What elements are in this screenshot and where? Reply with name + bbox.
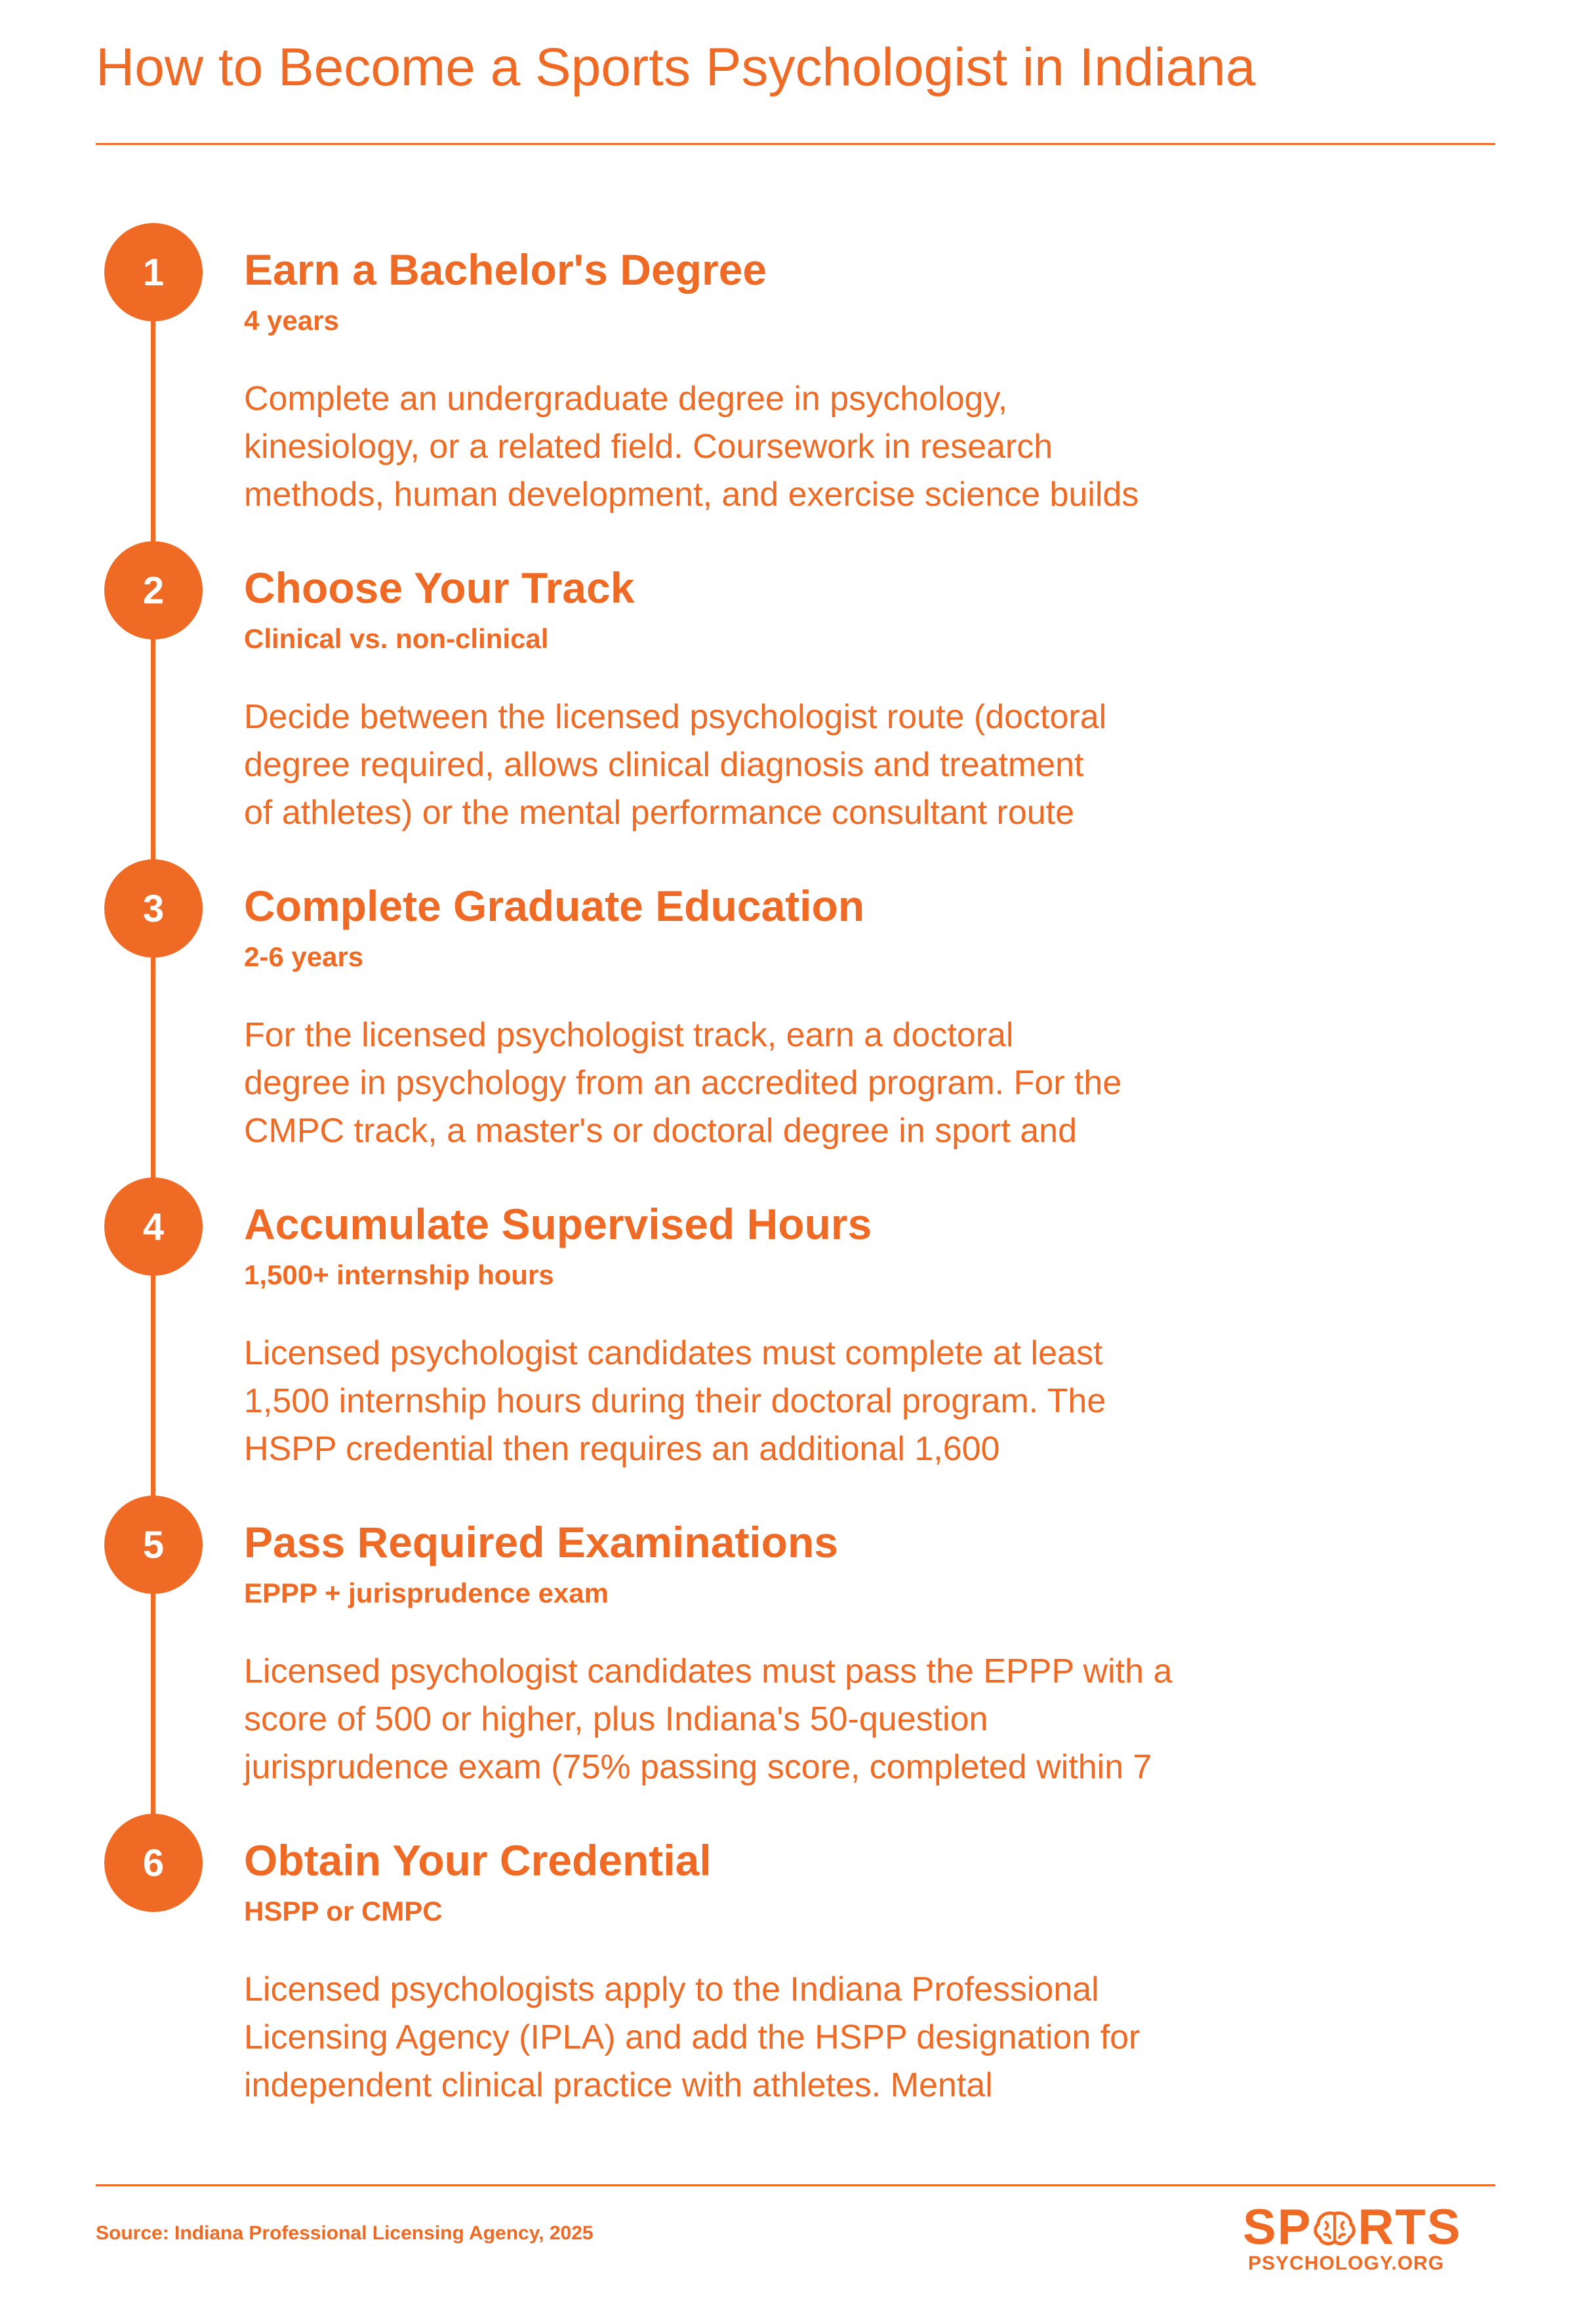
logo-subtext: PSYCHOLOGY.ORG bbox=[1248, 2253, 1445, 2274]
step-duration: 2-6 years bbox=[244, 941, 364, 972]
step-number-badge: 6 bbox=[104, 1814, 203, 1912]
description-line: methods, human development, and exercise science builds bbox=[244, 476, 1139, 514]
description-line: Licensed psychologist candidates must complete at least bbox=[244, 1334, 1103, 1372]
step-number-badge: 3 bbox=[104, 859, 203, 958]
description-line: jurisprudence exam (75% passing score, completed within 7 bbox=[244, 1748, 1152, 1786]
step-3 bbox=[0, 859, 1574, 1148]
step-number-badge: 2 bbox=[104, 541, 203, 640]
description-line: CMPC track, a master's or doctoral degree in sport and bbox=[244, 1112, 1078, 1150]
step-duration: 4 years bbox=[244, 305, 339, 336]
step-description bbox=[244, 693, 1359, 837]
description-line: Licensing Agency (IPLA) and add the HSPP designation for bbox=[244, 2018, 1140, 2056]
step-description bbox=[244, 375, 1359, 519]
step-number-badge: 1 bbox=[104, 223, 203, 321]
description-line: degree in psychology from an accredited program. For the bbox=[244, 1064, 1122, 1102]
source-note: Source: Indiana Professional Licensing Agency, 2025 bbox=[96, 2222, 594, 2244]
page-title: How to Become a Sports Psychologist in Indiana bbox=[96, 37, 1256, 97]
step-description bbox=[244, 1966, 1359, 2110]
logo-wordmark bbox=[1243, 2199, 1462, 2255]
description-line: Complete an undergraduate degree in psychology, bbox=[244, 380, 1008, 418]
step-title: Complete Graduate Education bbox=[244, 882, 865, 930]
step-2 bbox=[0, 541, 1574, 830]
step-title: Choose Your Track bbox=[244, 563, 635, 612]
step-title: Earn a Bachelor's Degree bbox=[244, 245, 767, 294]
step-4 bbox=[0, 1177, 1574, 1466]
header-divider bbox=[96, 143, 1495, 145]
description-line: Licensed psychologist candidates must pass the EPPP with a bbox=[244, 1652, 1173, 1690]
step-title: Accumulate Supervised Hours bbox=[244, 1200, 872, 1248]
logo-text-left: SP bbox=[1243, 2199, 1312, 2255]
step-number-badge: 4 bbox=[104, 1177, 203, 1276]
step-5 bbox=[0, 1496, 1574, 1784]
step-description bbox=[244, 1330, 1359, 1473]
description-line: For the licensed psychologist track, earn a doctoral bbox=[244, 1016, 1014, 1054]
step-duration: 1,500+ internship hours bbox=[244, 1259, 554, 1290]
step-description bbox=[244, 1648, 1359, 1791]
brain-icon bbox=[1312, 2209, 1358, 2248]
description-line: independent clinical practice with athletes. Mental bbox=[244, 2066, 993, 2104]
description-line: kinesiology, or a related field. Coursework in research bbox=[244, 428, 1053, 466]
step-description bbox=[244, 1011, 1359, 1155]
sportspsychology-logo bbox=[1243, 2199, 1499, 2281]
description-line: 1,500 internship hours during their doctoral program. The bbox=[244, 1382, 1106, 1420]
footer-divider bbox=[96, 2184, 1495, 2186]
step-title: Pass Required Examinations bbox=[244, 1518, 838, 1566]
step-number-badge: 5 bbox=[104, 1496, 203, 1594]
description-line: degree required, allows clinical diagnosis and treatment bbox=[244, 746, 1084, 784]
description-line: HSPP credential then requires an additional 1,600 bbox=[244, 1430, 1000, 1468]
step-1 bbox=[0, 223, 1574, 512]
step-duration: HSPP or CMPC bbox=[244, 1896, 443, 1926]
step-6 bbox=[0, 1814, 1574, 2102]
description-line: score of 500 or higher, plus Indiana's 50-question bbox=[244, 1700, 988, 1738]
step-duration: Clinical vs. non-clinical bbox=[244, 623, 549, 654]
description-line: of athletes) or the mental performance consultant route bbox=[244, 794, 1075, 832]
step-title: Obtain Your Credential bbox=[244, 1836, 712, 1885]
description-line: Licensed psychologists apply to the Indiana Professional bbox=[244, 1970, 1099, 2008]
description-line: Decide between the licensed psychologist route (doctoral bbox=[244, 698, 1107, 736]
logo-text-right: RTS bbox=[1358, 2199, 1462, 2255]
step-duration: EPPP + jurisprudence exam bbox=[244, 1578, 609, 1608]
